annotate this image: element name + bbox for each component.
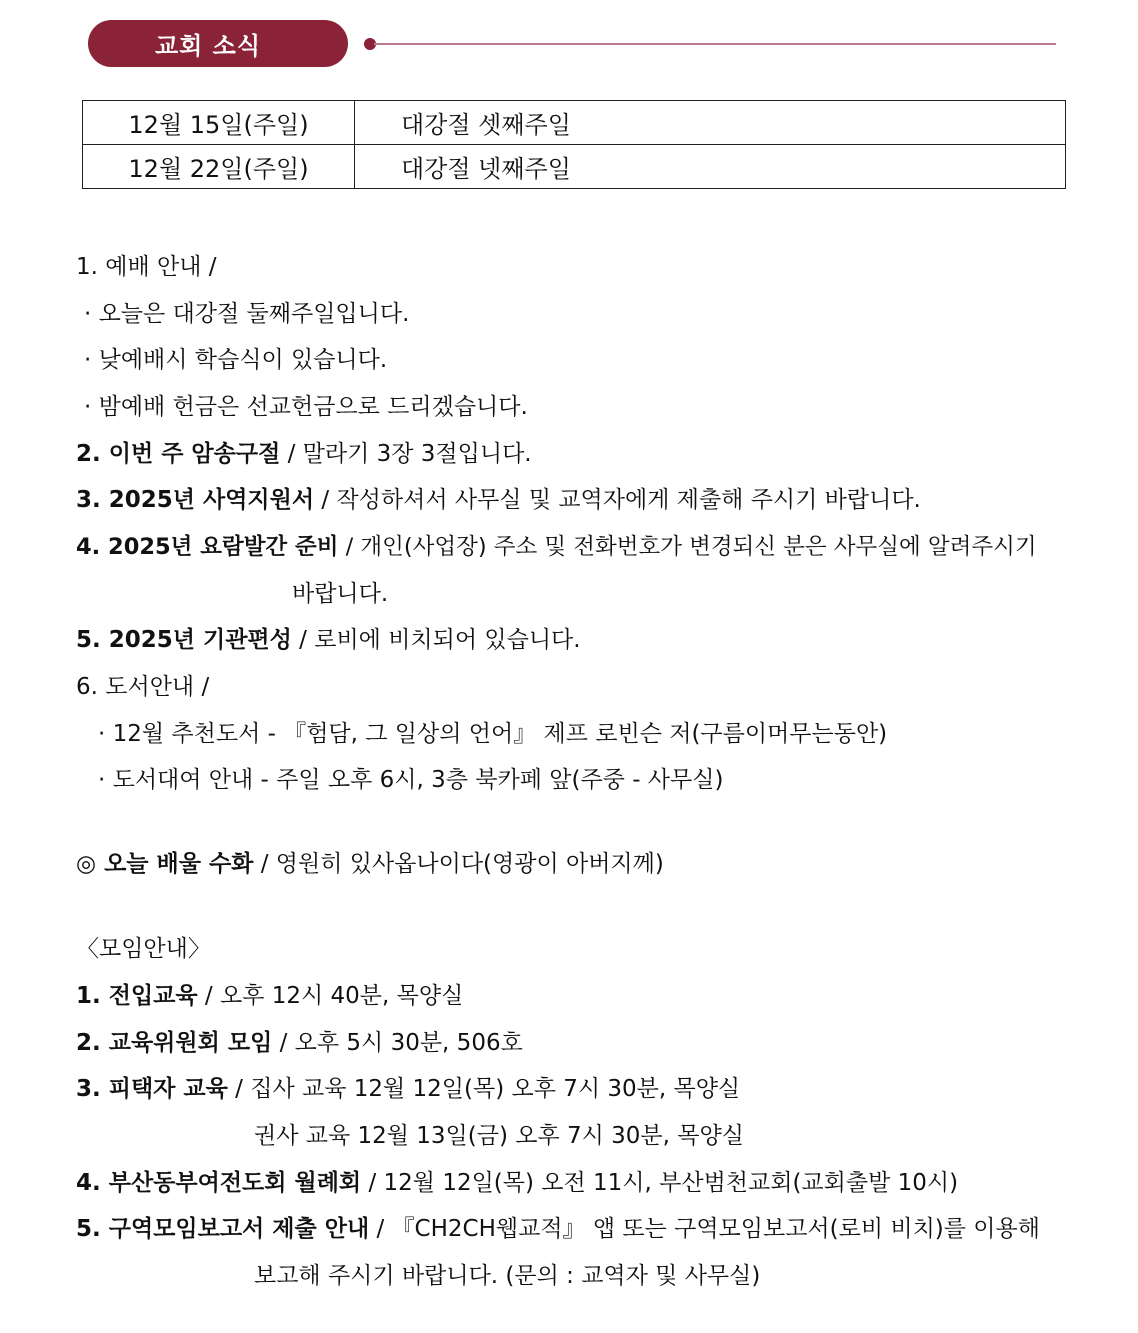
- announcement-worship: 1. 예배 안내 /: [76, 254, 217, 280]
- schedule-label: 대강절 셋째주일: [355, 101, 1066, 145]
- announcement-heading: 3. 2025년 사역지원서: [76, 487, 315, 513]
- schedule-date: 12월 22일(주일): [83, 145, 355, 189]
- section-title-badge: [88, 20, 348, 67]
- meeting-item: 5. 구역모임보고서 제출 안내 / 『CH2CH웹교적』 앱 또는 구역모임보고서(로비 비치)를 이용해: [76, 1216, 1040, 1242]
- meeting-heading: 2. 교육위원회 모임: [76, 1030, 273, 1056]
- schedule-date: 12월 15일(주일): [83, 101, 355, 145]
- section-header: [0, 0, 1138, 80]
- list-item: · 오늘은 대강절 둘째주일입니다.: [84, 301, 410, 327]
- meeting-heading: 1. 전입교육: [76, 983, 198, 1009]
- announcement-heading: 2. 이번 주 암송구절: [76, 441, 281, 467]
- announcement-heading: 5. 2025년 기관편성: [76, 627, 292, 653]
- list-item: · 12월 추천도서 - 『험담, 그 일상의 언어』 제프 로빈슨 저(구름이머무는동안): [98, 721, 888, 747]
- meeting-item-cont: 보고해 주시기 바랍니다. (문의 : 교역자 및 사무실): [254, 1263, 761, 1289]
- announcement-heading: 6. 도서안내: [76, 674, 195, 700]
- announcement-organization: 5. 2025년 기관편성 / 로비에 비치되어 있습니다.: [76, 627, 581, 653]
- list-item: · 밤예배 헌금은 선교헌금으로 드리겠습니다.: [84, 394, 528, 420]
- header-rule: [374, 43, 1056, 45]
- meeting-item: 3. 피택자 교육 / 집사 교육 12월 12일(목) 오후 7시 30분, 목양실: [76, 1076, 741, 1102]
- schedule-table: [82, 100, 1066, 189]
- meeting-item: 4. 부산동부여전도회 월례회 / 12월 12일(목) 오전 11시, 부산범천교회(교회출발 10시): [76, 1170, 959, 1196]
- announcement-directory: 4. 2025년 요람발간 준비 / 개인(사업장) 주소 및 전화번호가 변경되신 분은 사무실에 알려주시기: [76, 534, 1037, 560]
- meetings-title: 〈모임안내〉: [76, 936, 211, 962]
- announcement-ministry-application: 3. 2025년 사역지원서 / 작성하셔서 사무실 및 교역자에게 제출해 주시기 바랍니다.: [76, 487, 921, 513]
- announcement-memory-verse: 2. 이번 주 암송구절 / 말라기 3장 3절입니다.: [76, 441, 532, 467]
- announcement-books: 6. 도서안내 /: [76, 674, 210, 700]
- announcement-heading: 1. 예배 안내: [76, 254, 202, 280]
- table-row: [83, 145, 1066, 189]
- announcement-heading: ◎ 오늘 배울 수화: [76, 851, 254, 877]
- meeting-heading: 4. 부산동부여전도회 월례회: [76, 1170, 362, 1196]
- meeting-heading: 3. 피택자 교육: [76, 1076, 228, 1102]
- meeting-heading: 5. 구역모임보고서 제출 안내: [76, 1216, 370, 1242]
- meeting-item-cont: 권사 교육 12월 13일(금) 오후 7시 30분, 목양실: [254, 1123, 744, 1149]
- table-row: [83, 101, 1066, 145]
- list-item: · 도서대여 안내 - 주일 오후 6시, 3층 북카페 앞(주중 - 사무실): [98, 767, 724, 793]
- schedule-label: 대강절 넷째주일: [355, 145, 1066, 189]
- announcement-directory-cont: 바랍니다.: [292, 581, 389, 607]
- announcement-heading: 4. 2025년 요람발간 준비: [76, 534, 339, 560]
- meeting-item: 1. 전입교육 / 오후 12시 40분, 목양실: [76, 983, 464, 1009]
- meeting-item: 2. 교육위원회 모임 / 오후 5시 30분, 506호: [76, 1030, 523, 1056]
- announcement-sign-language: ◎ 오늘 배울 수화 / 영원히 있사옵나이다(영광이 아버지께): [76, 851, 664, 877]
- section-title: 교회 소식: [154, 32, 262, 60]
- list-item: · 낮예배시 학습식이 있습니다.: [84, 347, 388, 373]
